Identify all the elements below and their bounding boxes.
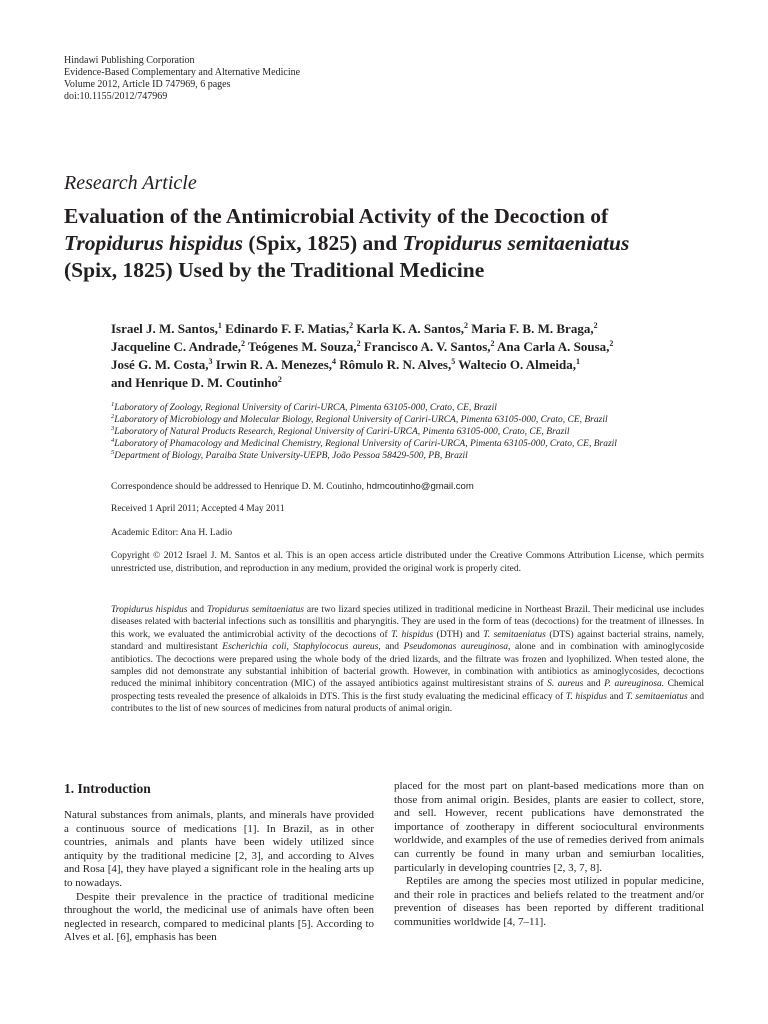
article-title	[64, 203, 724, 284]
author-affiliation-mark: 2	[464, 321, 469, 330]
abstract-italic-run: T. semitaeniatus	[625, 691, 688, 702]
author-affiliation-mark: 2	[609, 339, 614, 348]
title-line-2	[64, 230, 724, 257]
correspondence-email[interactable]: hdmcoutinho@gmail.com	[366, 481, 474, 492]
abstract-text-run: Chemical prospecting tests revealed the presence of alkaloids in DTS. This is the first study evaluating the medicinal efficacy of	[111, 679, 705, 702]
author-line	[111, 338, 711, 356]
abstract-text-run: and contributes to the list of new sources of medicines from natural products of animal origin.	[111, 691, 704, 715]
author-name: Ana Carla A. Sousa,	[494, 339, 610, 354]
abstract-italic-run: Tropidurus semitaeniatus	[206, 605, 304, 615]
author-name: Irwin R. A. Menezes,	[212, 357, 333, 372]
title-line-1: Evaluation of the Antimicrobial Activity of the Decoction of	[64, 204, 609, 228]
abstract-italic-run: S. aureus	[547, 679, 584, 690]
affiliation-text: Laboratory of Microbiology and Molecular Biology, Regional University of Cariri-URCA, Pimenta 63105-000, Crato, CE, Brazil	[114, 415, 608, 425]
article-type: Research Article	[64, 172, 197, 194]
author-name: Waltecio O. Almeida,	[455, 357, 576, 372]
volume-info: Volume 2012, Article ID 747969, 6 pages	[64, 79, 231, 90]
intro-paragraph-3: placed for the most part on plant-based medications more than on those from animal origin. Besides, plants are easier to collect, store, and sell. However, recent publications have demonstrated the importance of zootherapy in different sociocultural environments worldwide, and examples of the use of remedies derived from animals can currently be found in many urban and semiurban localities, particularly in developing countries [2, 3, 7, 8].	[394, 780, 704, 874]
author-affiliation-mark: 1	[217, 321, 222, 330]
author-affiliation-mark: 5	[451, 357, 456, 366]
author-name: Jacqueline C. Andrade,	[111, 339, 242, 354]
abstract-italic-run: Escherichia coli, Staphylococus aureus,	[222, 642, 381, 653]
abstract-italic-run: P. aureuginosa.	[604, 679, 665, 690]
abstract-text-run: alone and in combination with aminoglycoside antibiotics. The decoctions were prepared using the whole body of the dried lizards, and the filtrate was frozen and lyophilized. When tested alone, the samples did not demonstrate any substantial inhibition of bacterial growth. However, in combination with antibiotics as aminoglycosides, decoctions reduced the minimal inhibitory concentration (MIC) of the assayed antibiotics against multiresistant strains of	[111, 642, 705, 690]
affiliation-item	[111, 450, 617, 462]
correspondence-text: Correspondence should be addressed to Henrique D. M. Coutinho,	[111, 482, 367, 492]
affiliation-text: Laboratory of Natural Products Research, Regional University of Cariri-URCA, Pimenta 63105-000, Crato, CE, Brazil	[114, 427, 570, 437]
affiliation-item	[111, 414, 617, 426]
received-accepted-dates: Received 1 April 2011; Accepted 4 May 2011	[111, 504, 285, 514]
publisher-name: Hindawi Publishing Corporation	[64, 55, 195, 66]
journal-name: Evidence-Based Complementary and Alternative Medicine	[64, 67, 301, 78]
author-name: Francisco A. V. Santos,	[360, 339, 491, 354]
author-name: Rômulo R. N. Alves,	[336, 357, 452, 372]
author-name: Israel J. M. Santos,	[111, 321, 218, 336]
author-affiliation-mark: 1	[575, 357, 580, 366]
author-name: Maria F. B. M. Braga,	[468, 321, 594, 336]
intro-paragraph-1: Natural substances from animals, plants, and minerals have provided a continuous source of medications [1]. In Brazil, as in other countries, animals and plants have been widely utilized since antiquity by the traditional medicine [2, 3], and according to Alves and Rosa [4], they have played a significant role in the healing arts up to nowadays.	[64, 809, 374, 889]
author-name: and Henrique D. M. Coutinho	[111, 375, 278, 390]
abstract-text-run: are two lizard species utilized in traditional medicine in Northeast Brazil. Their medicinal use includes diseases related with bacterial infections such as tonsillitis and pharyngitis. They are used in the form of teas (decoctions) for the treatment of illnesses. In this work, we evaluated the antimicrobial activity of the decoctions of	[111, 605, 705, 640]
section-heading: 1. Introduction	[64, 781, 151, 796]
abstract-text-run: and	[583, 679, 605, 690]
title-species-2: Tropidurus semitaeniatus	[402, 231, 630, 255]
author-affiliation-mark: 3	[208, 357, 213, 366]
right-column	[394, 780, 704, 930]
abstract-text-run: and	[607, 691, 626, 702]
intro-paragraph-2: Despite their prevalence in the practice of traditional medicine throughout the world, the medicinal use of animals have often been neglected in research, compared to medicinal plants [5]. According to Alves et al. [6], emphasis has been	[64, 890, 374, 944]
affiliation-number: 5	[111, 449, 115, 456]
author-list	[111, 320, 711, 392]
author-affiliation-mark: 2	[356, 339, 361, 348]
author-line	[111, 374, 711, 392]
affiliation-text: Laboratory of Zoology, Regional University of Cariri-URCA, Pimenta 63105-000, Crato, CE, Brazil	[114, 403, 497, 413]
author-line	[111, 320, 711, 338]
abstract-text-run: (DTS) against bacterial strains, namely, standard and multiresistant	[111, 629, 704, 653]
title-mid: (Spix, 1825) and	[243, 231, 403, 255]
abstract-text-run: and	[380, 642, 404, 653]
intro-paragraph-4: Reptiles are among the species most utilized in popular medicine, and their role in practices and beliefs related to the treatment and/or prevention of diseases has been reported by different traditional communities worldwide [4, 7–11].	[394, 875, 704, 928]
author-name: Edinardo F. F. Matias,	[221, 321, 350, 336]
affiliation-number: 4	[111, 437, 115, 444]
affiliation-text: Laboratory of Phamacology and Medicinal Chemistry, Regional University of Cariri-URCA, Pimenta 63105-000, Crato, CE, Brazil	[114, 439, 617, 449]
author-affiliation-mark: 2	[349, 321, 354, 330]
author-line	[111, 356, 711, 374]
author-name: José G. M. Costa,	[111, 357, 209, 372]
abstract-italic-run: T. hispidus	[565, 691, 607, 702]
journal-header	[64, 55, 300, 103]
affiliation-list	[111, 402, 617, 462]
title-species-1: Tropidurus hispidus	[64, 231, 244, 255]
author-affiliation-mark: 2	[593, 321, 598, 330]
abstract-italic-run: Tropidurus hispidus	[111, 605, 188, 615]
author-affiliation-mark: 2	[241, 339, 246, 348]
abstract-text-run: (DTH) and	[433, 629, 484, 640]
left-column	[64, 809, 374, 945]
affiliation-item	[111, 402, 617, 414]
correspondence-line	[111, 481, 474, 493]
author-affiliation-mark: 2	[490, 339, 495, 348]
abstract-italic-run: T. semitaeniatus	[483, 629, 546, 640]
doi: doi:10.1155/2012/747969	[64, 91, 168, 102]
author-name: Karla K. A. Santos,	[353, 321, 465, 336]
abstract-italic-run: Pseudomonas aureuginosa,	[403, 642, 511, 653]
abstract-text-run: and	[187, 605, 207, 615]
affiliation-number: 2	[111, 413, 115, 420]
abstract-italic-run: T. hispidus	[391, 629, 434, 640]
author-affiliation-mark: 4	[332, 357, 337, 366]
author-name: Teógenes M. Souza,	[245, 339, 357, 354]
author-affiliation-mark: 2	[277, 375, 282, 384]
affiliation-number: 3	[111, 425, 115, 432]
academic-editor: Academic Editor: Ana H. Ladio	[111, 528, 233, 538]
copyright-notice: Copyright © 2012 Israel J. M. Santos et al. This is an open access article distributed under the Creative Commons Attribution License, which permits unrestricted use, distribution, and reproduction in any medium, provided the original work is properly cited.	[111, 551, 704, 574]
affiliation-number: 1	[111, 401, 115, 408]
abstract	[111, 604, 704, 716]
title-line-3: (Spix, 1825) Used by the Traditional Medicine	[64, 258, 485, 282]
affiliation-text: Department of Biology, Paraiba State University-UEPB, João Pessoa 58429-500, PB, Brazil	[114, 451, 468, 461]
affiliation-item	[111, 426, 617, 438]
affiliation-item	[111, 438, 617, 450]
